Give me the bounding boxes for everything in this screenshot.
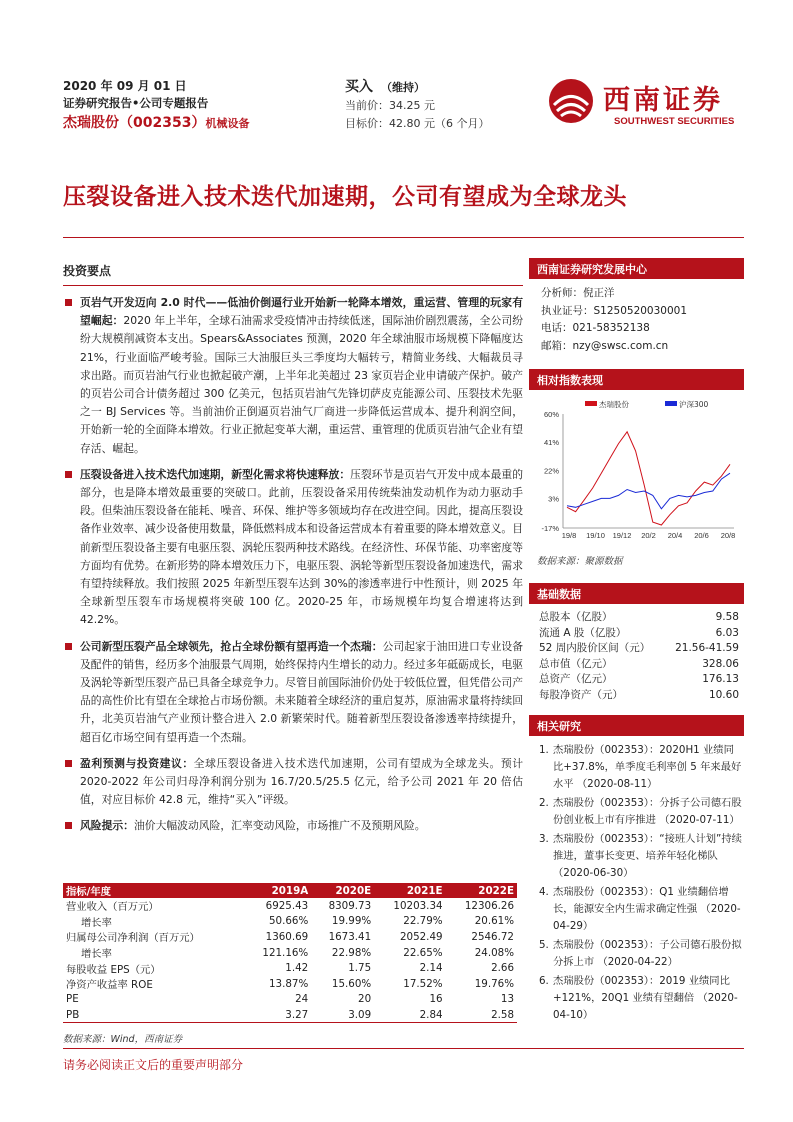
- basic-key: 总市值（亿元）: [539, 657, 613, 670]
- rating-note: （维持）: [381, 81, 425, 94]
- row-label: 每股收益 EPS（元）: [66, 963, 161, 976]
- sidebar: [529, 258, 744, 1026]
- company-logo: [548, 72, 748, 132]
- basic-value: 328.06: [702, 657, 739, 670]
- table-row: [63, 960, 517, 976]
- bullet-icon: [65, 643, 72, 650]
- table-cell: 1360.69: [265, 930, 309, 943]
- table-cell: 24.08%: [474, 946, 514, 959]
- basic-key: 52 周内股价区间（元）: [539, 642, 651, 654]
- basic-key: 流通 A 股（亿股）: [539, 626, 627, 639]
- relative-index-chart-svg: [529, 396, 744, 551]
- list-item: [529, 672, 744, 688]
- x-tick-label: 19/8: [561, 531, 577, 540]
- table-cell: 2.14: [419, 962, 443, 975]
- table-cell: 2.84: [374, 1007, 445, 1023]
- analyst-info: [529, 285, 744, 355]
- table-cell: 15.60%: [331, 977, 372, 990]
- summary-divider: [63, 285, 523, 286]
- table-cell: 50.66%: [268, 915, 309, 928]
- legend-swatch: [665, 401, 677, 406]
- industry: 机械设备: [205, 117, 250, 130]
- footer-divider: [63, 1048, 744, 1049]
- title-divider: [63, 237, 744, 238]
- paragraph-lead: 页岩气开发迈向 2.0 时代——低油价倒逼行业开始新一轮降本增效，重运营、管理的玩家有望崛起：: [80, 296, 523, 328]
- x-tick-label: 20/6: [694, 531, 709, 540]
- related-research-item[interactable]: 2. 杰瑞股份（002353）：分拆子公司德石股份创业板上市有序推进 （2020-07-11）: [539, 795, 744, 829]
- table-cell: 2.66: [491, 962, 514, 975]
- bullet-icon: [65, 822, 72, 829]
- related-research-text: 杰瑞股份（002353）：2020H1 业绩同比+37.8%，单季度毛利率创 5 年来最好水平 （2020-08-11）: [553, 744, 742, 790]
- x-tick-label: 19/10: [586, 531, 605, 540]
- bullet-icon: [65, 299, 72, 306]
- related-research-text: 杰瑞股份（002353）：Q1 业绩翻倍增长，能源安全内生需求确定性强 （2020-04-29）: [553, 886, 741, 932]
- paragraph-text: 压裂环节是页岩气开发中成本最重的部分，也是降本增效最重要的突破口。此前，压裂设备采用传统柴油发动机作为动力驱动手段。但柴油压裂设备在能耗、噪音、环保、维护等多领域均存在改进空间。因此，提高压裂设备作业效率、减少设备使用数量，降低燃料成本和设备运营成本有着重要的降本增效意义。目前新型压裂设备主要有电驱压裂、涡轮压裂两种技术路线。在经济性、环保节能、功率密度等方面均有优势。在新形势的降本增效压力下，电驱压裂、涡轮等新型压裂设备加速迭代，需求有望持续释放。我们按照 2025 年新型压裂车达到 30%的渗透率进行中性预计，则 2025 年全球新型压裂车市场规模将突破 100 亿。2020-25 年，市场规模年均复合增速将达到 42.2%。: [80, 467, 523, 627]
- table-cell: 1673.41: [328, 930, 372, 943]
- table-cell: 10203.34: [393, 899, 443, 912]
- analyst-phone: 电话：021-58352138: [541, 322, 650, 334]
- table-cell: 3.09: [311, 1007, 374, 1023]
- x-tick-label: 20/8: [720, 531, 736, 540]
- table-header-cell: 指标/年度: [63, 883, 244, 898]
- summary-heading: 投资要点: [63, 264, 112, 278]
- list-item: [529, 610, 744, 626]
- row-label: 归属母公司净利润（百万元）: [66, 932, 200, 945]
- table-header-cell: 2019A: [244, 883, 311, 898]
- table-cell: 3.27: [244, 1007, 311, 1023]
- x-tick-label: 20/2: [641, 531, 656, 540]
- table-cell: 19.99%: [331, 915, 372, 928]
- series-line-company: [567, 432, 730, 525]
- table-row: [63, 929, 517, 945]
- table-cell: 1.42: [285, 962, 309, 975]
- table-row: [63, 898, 517, 914]
- legend-label: 杰瑞股份: [599, 400, 629, 409]
- list-item: [529, 626, 744, 642]
- related-research-item[interactable]: 4. 杰瑞股份（002353）：Q1 业绩翻倍增长，能源安全内生需求确定性强 （2020-04-29）: [539, 884, 744, 935]
- y-tick-label: -17%: [541, 524, 559, 533]
- chart-source: 数据来源：聚源数据: [537, 556, 623, 567]
- related-research-heading: 相关研究: [529, 715, 744, 736]
- y-tick-label: 60%: [543, 410, 559, 419]
- list-item: [529, 641, 744, 657]
- x-tick-label: 19/12: [612, 531, 632, 540]
- related-research-item[interactable]: 3. 杰瑞股份（002353）：“接班人计划”持续推进，董事长变更、培养年轻化梯队 （2020-06-30）: [539, 831, 744, 882]
- page-title: 压裂设备进入技术迭代加速期，公司有望成为全球龙头: [63, 184, 627, 210]
- basic-key: 每股净资产（元）: [539, 688, 623, 701]
- analyst-name: 分析师：倪正洋: [541, 287, 615, 299]
- paragraph-lead: 压裂设备进入技术迭代加速期，新型化需求将快速释放：: [80, 467, 351, 481]
- related-research-text: 杰瑞股份（002353）：2019 业绩同比+121%，20Q1 业绩有望翻倍 （2020-04-10）: [553, 975, 738, 1021]
- row-label: 净资产收益率 ROE: [66, 979, 153, 992]
- basic-value: 10.60: [708, 688, 739, 701]
- list-item: [529, 688, 744, 704]
- summary-paragraph: [63, 755, 523, 810]
- related-research-item[interactable]: 5. 杰瑞股份（002353）：子公司德石股份拟分拆上市 （2020-04-22）: [539, 937, 744, 971]
- relative-index-chart: [529, 396, 744, 551]
- table-cell: 17.52%: [403, 977, 443, 990]
- bullet-icon: [65, 471, 72, 478]
- current-price: 当前价：34.25 元: [345, 99, 435, 112]
- logo-text-cn: 西南证券: [603, 85, 723, 116]
- report-type: 证券研究报告•公司专题报告: [63, 96, 209, 110]
- table-cell: 13.87%: [268, 977, 309, 990]
- row-label: 增长率: [81, 948, 112, 961]
- company-name: [63, 112, 249, 135]
- table-row: [63, 1007, 517, 1023]
- basic-value: 176.13: [702, 673, 739, 685]
- row-label: 营业收入（百万元）: [66, 901, 159, 914]
- logo-text-en: SOUTHWEST SECURITIES: [614, 116, 735, 127]
- summary-paragraph: [63, 466, 523, 630]
- table-cell: 19.76%: [474, 977, 514, 990]
- chart-heading: 相对指数表现: [529, 369, 744, 390]
- investment-summary: [63, 262, 523, 844]
- financial-forecast-table: [63, 883, 517, 1023]
- summary-paragraph: [63, 294, 523, 458]
- related-research-item[interactable]: 6. 杰瑞股份（002353）：2019 业绩同比+121%，20Q1 业绩有望翻倍 （2020-04-10）: [539, 973, 744, 1024]
- related-research-text: 杰瑞股份（002353）：子公司德石股份拟分拆上市 （2020-04-22）: [553, 939, 742, 968]
- table-header-cell: 2020E: [311, 883, 374, 898]
- analyst-license: 执业证号：S1250520030001: [541, 304, 688, 317]
- y-tick-label: 22%: [543, 466, 559, 476]
- row-label: PE: [66, 993, 79, 1006]
- paragraph-lead: 公司新型压裂产品全球领先，抢占全球份额有望再造一个杰瑞：: [80, 639, 383, 653]
- table-row: [63, 914, 517, 930]
- table-cell: 2052.49: [399, 930, 443, 943]
- table-cell: 20: [358, 993, 372, 1006]
- table-row: [63, 976, 517, 992]
- basic-data-list: [529, 610, 744, 703]
- rating-block: [345, 78, 489, 133]
- paragraph-text: 油价大幅波动风险，汇率变动风险，市场推广不及预期风险。: [133, 819, 426, 833]
- related-research-list: [529, 742, 744, 1024]
- company-code: 杰瑞股份（002353）: [63, 115, 206, 131]
- analyst-email: 邮箱：nzy@swsc.com.cn: [541, 339, 669, 352]
- table-cell: 2546.72: [471, 930, 514, 943]
- table-header-cell: 2022E: [446, 883, 517, 898]
- table-cell: 12306.26: [464, 899, 514, 912]
- target-price: 目标价：42.80 元（6 个月）: [345, 117, 490, 130]
- basic-value: 21.56-41.59: [675, 642, 739, 654]
- footer-note: 请务必阅读正文后的重要声明部分: [63, 1058, 244, 1072]
- table-cell: 22.98%: [331, 946, 372, 959]
- table-cell: 121.16%: [262, 946, 309, 959]
- basic-value: 6.03: [715, 626, 739, 639]
- summary-paragraph: [63, 638, 523, 747]
- paragraph-lead: 风险提示：: [80, 819, 134, 833]
- paragraph-lead: 盈利预测与投资建议：: [80, 756, 194, 770]
- table-row: [63, 992, 517, 1008]
- table-cell: 1.75: [348, 962, 372, 975]
- logo-mark-icon: [548, 78, 594, 124]
- x-tick-label: 20/4: [667, 531, 683, 540]
- paragraph-text: 公司起家于油田进口专业设备及配件的销售，经历多个油服景气周期，始终保持内生增长的动力。经过多年砥砺成长，电驱及涡轮等新型压裂产品已具备全球竞争力。尽管目前国际油价仍处于较低位置，但凭借公司产品的高性价比有望在全球抢占市场份额。未来随着全球经济的重启复苏，原油需求量将持续回升，北美页岩油气产业预计整合进入 2.0 新繁荣时代。随着新型压裂设备渗透率持续提升，超百亿市场空间有望再造一个杰瑞。: [80, 639, 524, 744]
- bullet-icon: [65, 760, 72, 767]
- table-cell: 2.58: [446, 1007, 517, 1023]
- paragraph-text: 全球压裂设备进入技术迭代加速期，公司有望成为全球龙头。预计 2020-2022 年公司归母净利润分别为 16.7/20.5/25.5 亿元，给予公司 2021 年 20 倍估值，对应目标价 42.8 元，维持“买入”评级。: [80, 756, 524, 807]
- related-research-text: 杰瑞股份（002353）：分拆子公司德石股份创业板上市有序推进 （2020-07-11）: [553, 797, 742, 826]
- table-header-row: [63, 883, 517, 898]
- report-date: 2020 年 09 月 01 日: [63, 79, 187, 93]
- row-label: 增长率: [81, 916, 112, 929]
- basic-key: 总股本（亿股）: [539, 611, 613, 623]
- table-cell: 22.65%: [403, 946, 443, 959]
- basic-key: 总资产（亿元）: [539, 673, 613, 685]
- rating: [345, 78, 489, 97]
- table-cell: 20.61%: [474, 915, 514, 928]
- related-research-text: 杰瑞股份（002353）：“接班人计划”持续推进，董事长变更、培养年轻化梯队 （2020-06-30）: [553, 833, 742, 879]
- paragraph-text: 2020 年上半年，全球石油需求受疫情冲击持续低迷，国际油价剧烈震荡，全公司纷纷大规模削减资本支出。Spears&Associates 预测，2020 年全球油服市场规模下降幅度达 21%，行业面临严峻考验。国际三大油服巨头三季度均大幅转亏，精简业务线、大幅裁员寻求出路。而页岩油气行业也掀起破产潮，上半年北美超过 23 家页岩企业申请破产保护。破产的页岩公司合计债务超过 300 亿美元，包括页岩油气先锋切萨皮克能源公司、压裂技术先驱之一 BJ Services 等。当前油价正倒逼页岩油气厂商进一步降低运营成本、提升利润空间，开始新一轮的全面降本增效。行业正掀起变革大潮，重运营、重管理的优质页岩油气企业有望存活、崛起。: [80, 314, 524, 455]
- related-research-item[interactable]: 1. 杰瑞股份（002353）：2020H1 业绩同比+37.8%，单季度毛利率创 5 年来最好水平 （2020-08-11）: [539, 742, 744, 793]
- legend-label: 沪深300: [679, 400, 709, 409]
- basic-data-heading: 基础数据: [529, 583, 744, 604]
- y-tick-label: 3%: [548, 494, 559, 504]
- table-cell: 13: [500, 993, 514, 1006]
- table-source: 数据来源：Wind，西南证券: [63, 1034, 183, 1045]
- table-cell: 8309.73: [328, 899, 372, 912]
- table-header-cell: 2021E: [374, 883, 445, 898]
- table-cell: 24: [295, 993, 309, 1006]
- rating-label: 买入: [345, 79, 373, 95]
- basic-value: 9.58: [715, 611, 739, 623]
- table-cell: 6925.43: [265, 899, 309, 912]
- legend-swatch: [585, 401, 597, 406]
- research-center-heading: 西南证券研究发展中心: [529, 258, 744, 279]
- y-tick-label: 41%: [543, 438, 559, 448]
- row-label: PB: [63, 1007, 244, 1023]
- list-item: [529, 657, 744, 673]
- report-header: [63, 78, 249, 135]
- table-cell: 22.79%: [403, 915, 443, 928]
- table-cell: 16: [429, 993, 443, 1006]
- summary-paragraph: [63, 817, 523, 835]
- table-row: [63, 945, 517, 961]
